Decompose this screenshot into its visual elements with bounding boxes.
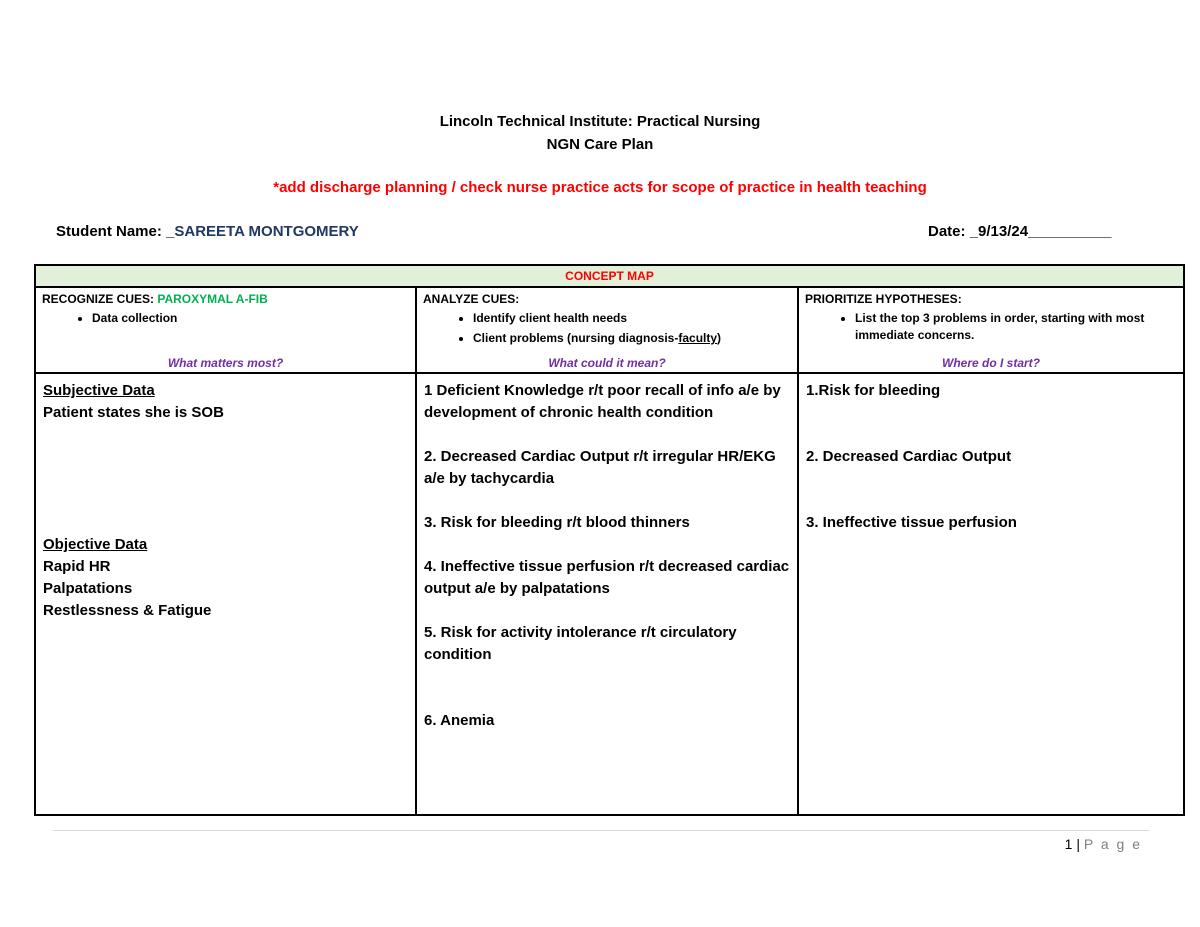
nursing-diagnosis-item: 2. Decreased Cardiac Output r/t irregular HR/EKG a/e by tachycardia: [424, 448, 776, 487]
analyze-cues-cell: [416, 373, 798, 815]
analyze-cues-header: [416, 287, 798, 373]
recognize-question: What matters most?: [167, 356, 284, 370]
student-name-label: Student Name: _: [56, 223, 175, 240]
nursing-diagnosis-item: 6. Anemia: [424, 712, 495, 729]
recognize-cues-label: RECOGNIZE CUES:: [42, 292, 158, 306]
nursing-diagnosis-item: 5. Risk for activity intolerance r/t circulatory condition: [424, 624, 737, 663]
recognize-bullet: • Data collection: [92, 310, 409, 327]
objective-item: Rapid HR: [43, 558, 111, 575]
concept-map-banner: CONCEPT MAP: [35, 265, 1184, 287]
priority-item: 2. Decreased Cardiac Output: [806, 448, 1012, 465]
page-footer: [1065, 836, 1142, 852]
analyze-question: What could it mean?: [548, 356, 666, 370]
date-line: [928, 223, 1112, 240]
prioritize-label: PRIORITIZE HYPOTHESES:: [805, 292, 962, 306]
priority-item: 3. Ineffective tissue perfusion: [806, 514, 1017, 531]
analyze-bullet: • Identify client health needs: [473, 310, 791, 327]
document-title: NGN Care Plan: [546, 136, 654, 153]
student-name-line: [56, 223, 359, 240]
objective-item: Palpatations: [43, 580, 133, 597]
analyze-cues-label: ANALYZE CUES:: [423, 292, 520, 306]
page-label: P a g e: [1083, 836, 1142, 852]
nursing-diagnosis-item: 4. Ineffective tissue perfusion r/t decreased cardiac output a/e by palpatations: [424, 558, 790, 597]
page-separator: |: [1072, 836, 1084, 852]
prioritize-bullet: • List the top 3 problems in order, starting with most immediate concerns.: [855, 310, 1177, 344]
recognize-cues-header: [35, 287, 416, 373]
objective-data-heading: Objective Data: [43, 536, 148, 553]
concept-map-table: [34, 264, 1185, 816]
prioritize-header: [798, 287, 1184, 373]
objective-item: Restlessness & Fatigue: [43, 602, 212, 619]
analyze-bullet-text: Client problems (nursing diagnosis-: [473, 331, 679, 345]
priority-item: 1.Risk for bleeding: [806, 382, 941, 399]
student-name-value: SAREETA MONTGOMERY: [174, 223, 359, 240]
diagnosis-label: PAROXYMAL A-FIB: [157, 292, 268, 306]
footer-divider: [53, 830, 1149, 831]
faculty-text: faculty: [678, 331, 718, 345]
institution-title: Lincoln Technical Institute: Practical Nursing: [439, 113, 761, 130]
nursing-diagnosis-item: 1 Deficient Knowledge r/t poor recall of info a/e by development of chronic health condition: [424, 382, 781, 421]
subjective-item: Patient states she is SOB: [43, 404, 224, 421]
prioritize-cell: [798, 373, 1184, 815]
analyze-bullet: [473, 330, 791, 347]
discharge-note: *add discharge planning / check nurse practice acts for scope of practice in health teaching: [273, 179, 927, 196]
subjective-data-heading: Subjective Data: [43, 382, 155, 399]
date-value: _9/13/24__________: [969, 223, 1112, 240]
analyze-bullet-close: ): [717, 331, 722, 345]
nursing-diagnosis-item: 3. Risk for bleeding r/t blood thinners: [424, 514, 690, 531]
date-label: Date:: [928, 223, 970, 240]
prioritize-question: Where do I start?: [942, 356, 1041, 370]
page-number: 1: [1064, 836, 1073, 852]
recognize-cues-cell: [35, 373, 416, 815]
